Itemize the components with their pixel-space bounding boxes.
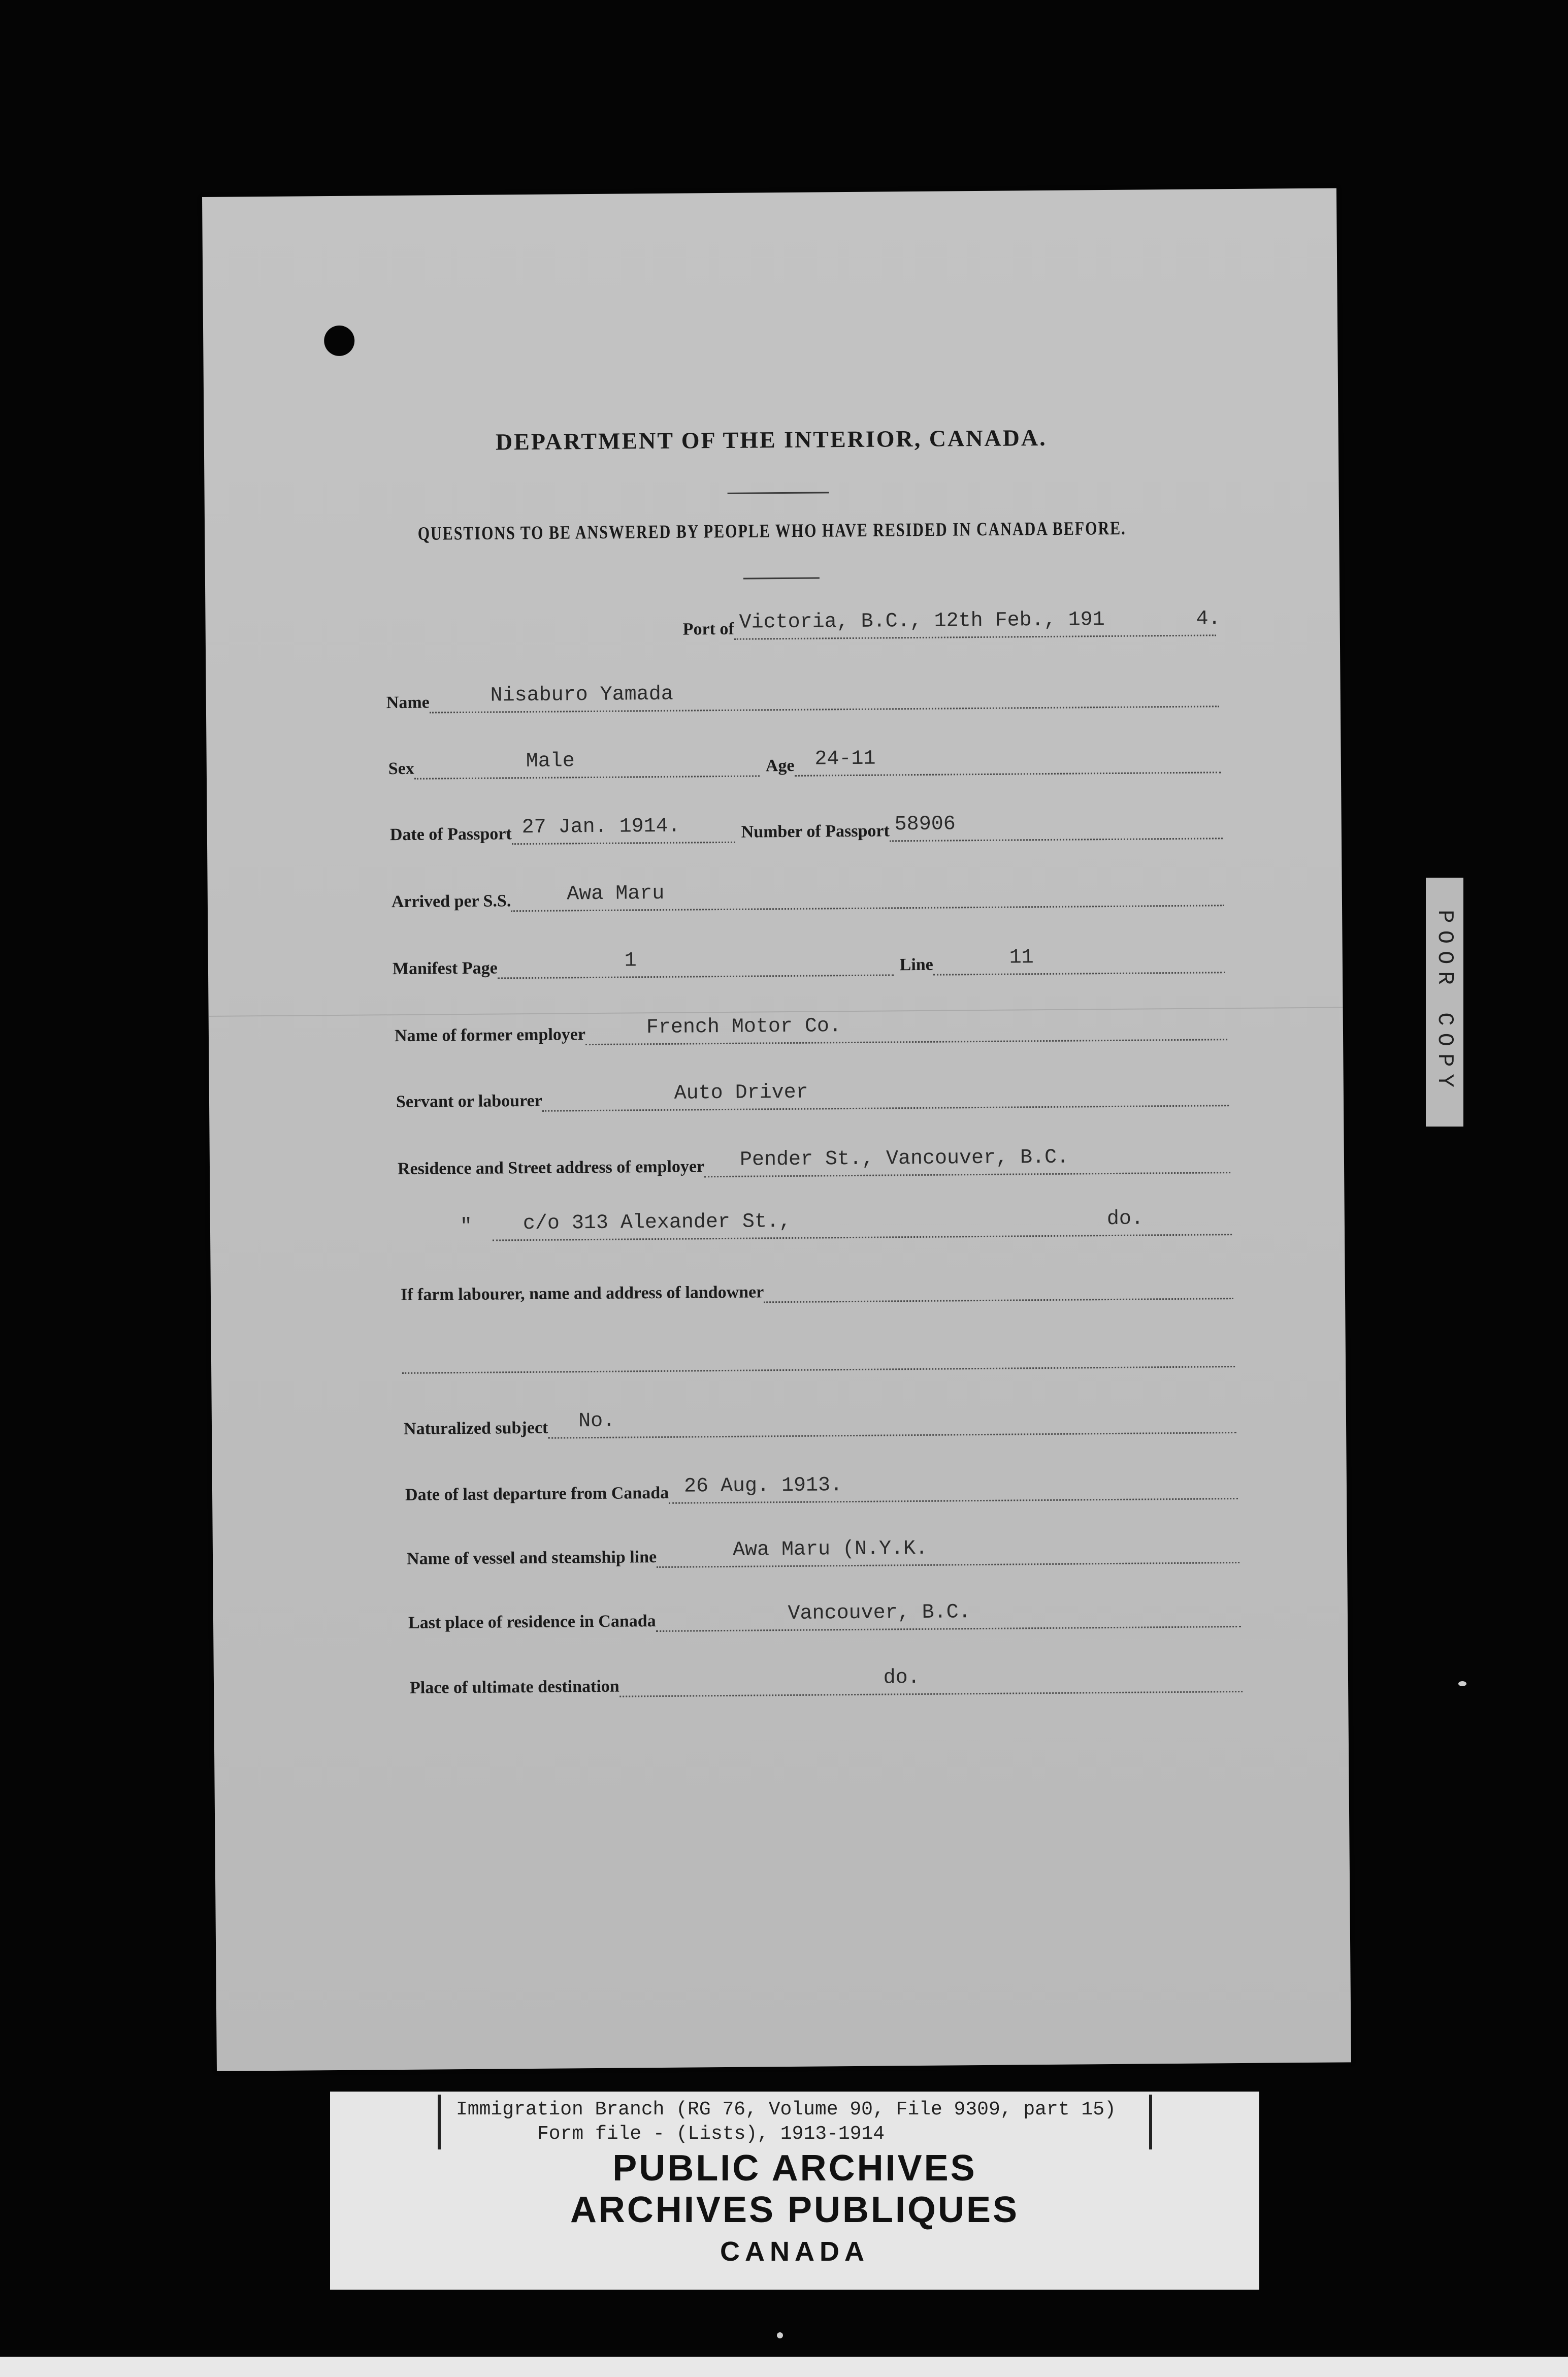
naturalized-value: No. (578, 1409, 615, 1433)
film-speck (1458, 1681, 1466, 1686)
name-field (386, 677, 1219, 714)
sex-label: Sex (388, 759, 414, 779)
servant-labourer-field (396, 1076, 1229, 1113)
age-label: Age (765, 756, 795, 776)
vessel-field (407, 1533, 1239, 1570)
destination-value: do. (883, 1666, 920, 1690)
form-subtitle: QUESTIONS TO BE ANSWERED BY PEOPLE WHO HAVE RESIDED IN CANADA BEFORE. (417, 518, 1126, 544)
arrived-value: Awa Maru (567, 882, 665, 906)
archive-country: CANADA (720, 2236, 869, 2267)
employer-address-value: Pender St., Vancouver, B.C. (739, 1146, 1069, 1172)
port-field (682, 605, 1221, 640)
last-departure-field (405, 1469, 1238, 1506)
poor-copy-stamp: POOR COPY (1426, 878, 1463, 1127)
passport-date-value: 27 Jan. 1914. (521, 815, 680, 840)
manifest-page-label: Manifest Page (392, 958, 498, 979)
destination-field (410, 1662, 1243, 1699)
age-value: 24-11 (814, 747, 876, 771)
naturalized-field (404, 1403, 1236, 1440)
former-employer-value: French Motor Co. (646, 1015, 842, 1040)
line-label: Line (899, 955, 933, 975)
name-label: Name (386, 693, 430, 713)
archive-name-french: ARCHIVES PUBLIQUES (570, 2190, 1020, 2230)
employer-address-label: Residence and Street address of employer (397, 1157, 705, 1179)
arrived-label: Arrived per S.S. (391, 891, 511, 912)
passport-number-label: Number of Passport (741, 821, 890, 842)
line-value: 11 (1009, 946, 1034, 970)
manifest-field (393, 943, 1225, 980)
archives-label-card (330, 2092, 1259, 2290)
sex-age-field (388, 743, 1221, 780)
port-label: Port of (682, 619, 734, 639)
farm-labourer-field (401, 1269, 1233, 1306)
passport-date-label: Date of Passport (389, 824, 512, 845)
archive-name-english: PUBLIC ARCHIVES (612, 2148, 977, 2189)
name-value: Nisaburo Yamada (490, 683, 673, 708)
archive-reference-box (438, 2095, 1152, 2149)
punch-hole (324, 326, 354, 356)
vessel-label: Name of vessel and steamship line (406, 1548, 657, 1568)
department-title: DEPARTMENT OF THE INTERIOR, CANADA. (495, 424, 1047, 455)
port-year-digit: 4. (1196, 607, 1221, 631)
farm-labourer-blank-line (402, 1337, 1235, 1374)
last-departure-label: Date of last departure from Canada (405, 1483, 669, 1504)
employer-address-field (398, 1143, 1230, 1180)
film-speck (777, 2332, 783, 2338)
former-employer-label: Name of former employer (394, 1025, 586, 1046)
farm-labourer-label: If farm labourer, name and address of landowner (400, 1282, 764, 1304)
naturalized-label: Naturalized subject (403, 1418, 548, 1438)
passport-number-value: 58906 (894, 813, 956, 837)
title-divider (728, 492, 829, 494)
subtitle-divider (743, 577, 820, 579)
employer-address-2-ditto: do. (1106, 1207, 1144, 1231)
film-edge-strip (0, 2357, 1568, 2377)
servant-labourer-label: Servant or labourer (396, 1091, 542, 1112)
passport-field (390, 809, 1223, 846)
ditto-mark: " (460, 1215, 473, 1239)
manifest-page-value: 1 (624, 949, 637, 973)
last-residence-field (408, 1597, 1241, 1634)
employer-address-2-value: c/o 313 Alexander St., (522, 1210, 792, 1236)
servant-labourer-value: Auto Driver (674, 1081, 808, 1105)
arrived-field (391, 876, 1224, 913)
former-employer-field (395, 1010, 1227, 1047)
last-departure-value: 26 Aug. 1913. (683, 1474, 843, 1498)
vessel-value: Awa Maru (N.Y.K. (732, 1537, 928, 1562)
immigration-form-sheet (202, 188, 1351, 2071)
employer-address-2-field (399, 1205, 1232, 1242)
archive-reference-line1: Immigration Branch (RG 76, Volume 90, File 9309, part 15) (456, 2099, 1116, 2121)
last-residence-value: Vancouver, B.C. (788, 1601, 971, 1626)
port-value: Victoria, B.C., 12th Feb., 191 (739, 608, 1105, 634)
destination-label: Place of ultimate destination (409, 1677, 619, 1697)
archive-reference-line2: Form file - (Lists), 1913-1914 (537, 2123, 885, 2145)
last-residence-label: Last place of residence in Canada (408, 1612, 656, 1632)
sex-value: Male (526, 750, 575, 774)
